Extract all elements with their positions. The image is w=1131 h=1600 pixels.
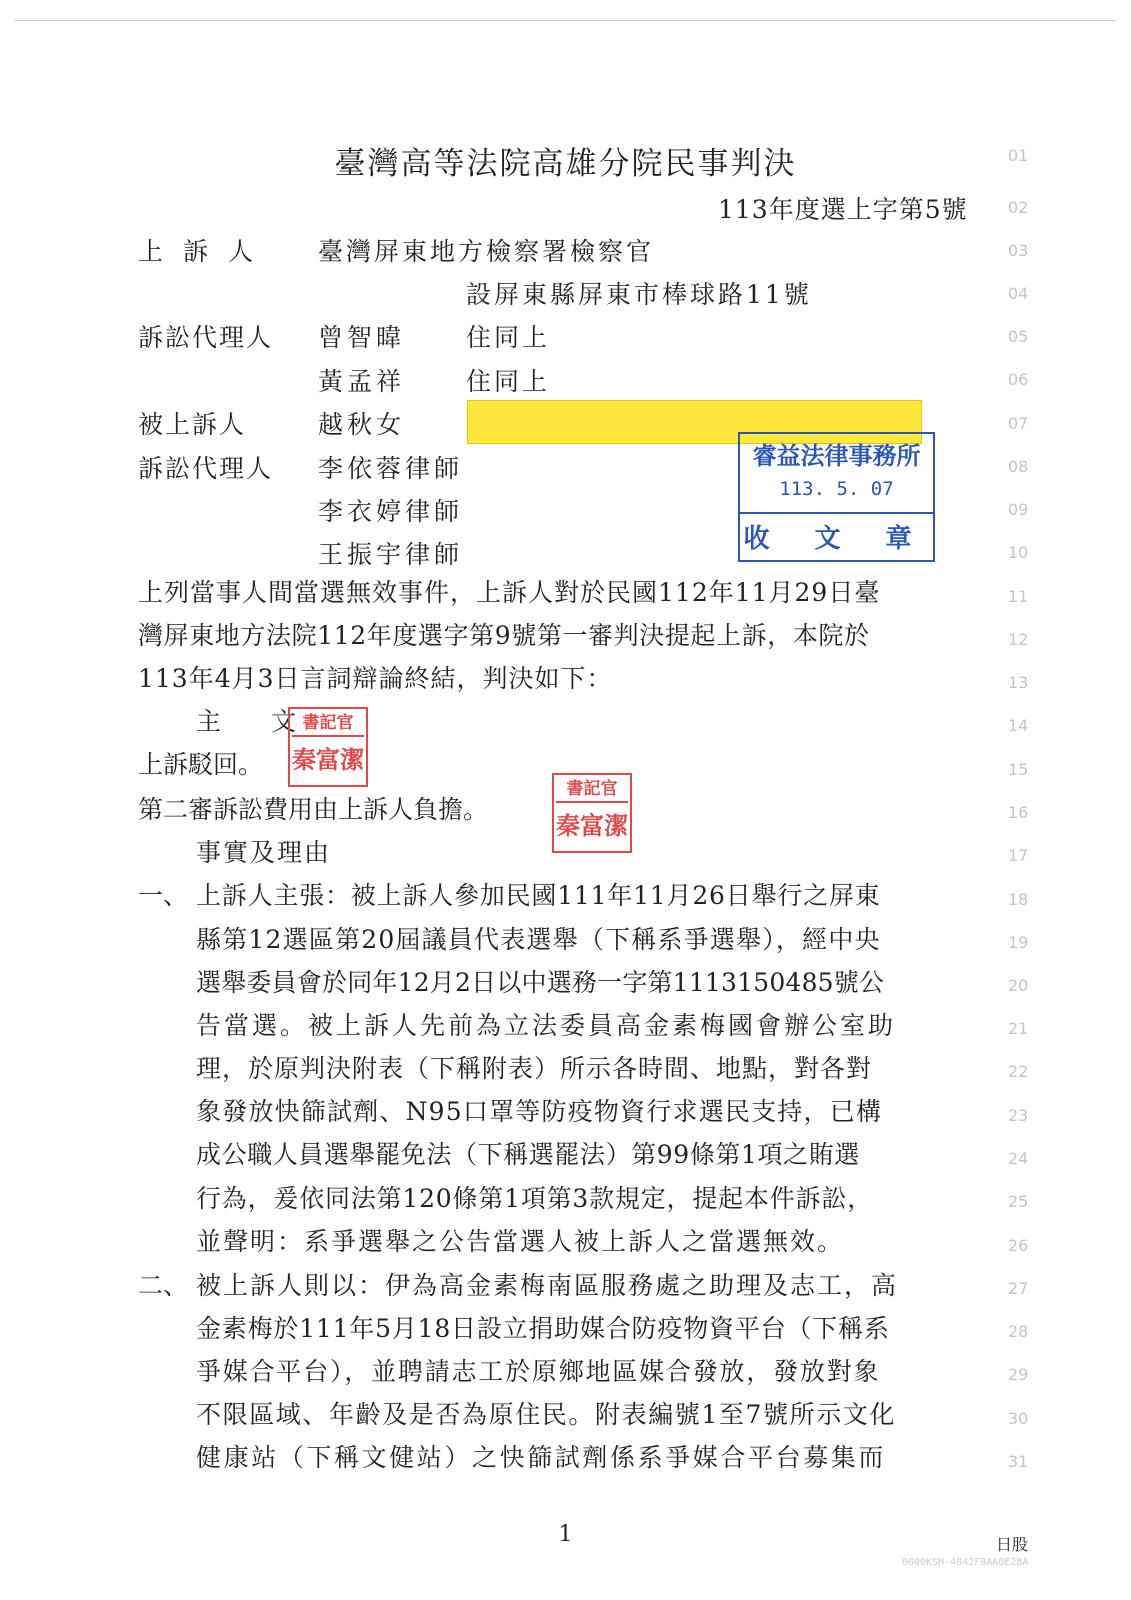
received-stamp-firm: 睿益法律事務所	[752, 442, 921, 470]
appellee-agent-label: 訴訟代理人	[138, 454, 274, 483]
line-number: 15	[1008, 760, 1029, 779]
ruling-1: 上訴駁回。	[138, 750, 264, 779]
appellant-agent-2-address: 住同上	[466, 367, 551, 396]
line-number: 07	[1008, 414, 1029, 433]
appellant-name: 臺灣屏東地方檢察署檢察官	[318, 237, 655, 266]
line-number: 24	[1008, 1149, 1029, 1168]
line-number: 31	[1008, 1452, 1029, 1471]
line-number: 06	[1008, 370, 1029, 389]
line-number: 10	[1008, 543, 1029, 562]
section-2-line-4: 不限區域、年齡及是否為原住民。附表編號1至7號所示文化	[196, 1400, 897, 1429]
clerk-seal-1	[288, 707, 368, 787]
line-number: 27	[1008, 1279, 1029, 1298]
line-number: 05	[1008, 327, 1029, 346]
line-number: 26	[1008, 1236, 1029, 1255]
section-1-line-9: 並聲明：系爭選舉之公告當選人被上訴人之當選無效。	[196, 1227, 845, 1256]
appellant-agent-1: 曾智暐	[318, 323, 406, 352]
line-number: 25	[1008, 1192, 1029, 1211]
line-number: 17	[1008, 846, 1029, 865]
section-1-line-8: 行為，爰依同法第120條第1項第3款規定，提起本件訴訟，	[196, 1184, 873, 1213]
line-number: 23	[1008, 1106, 1029, 1125]
appellant-agent-1-address: 住同上	[466, 323, 551, 352]
line-number: 03	[1008, 241, 1029, 260]
received-stamp-divider	[740, 512, 933, 514]
line-number: 11	[1008, 587, 1029, 606]
section-1-line-7: 成公職人員選舉罷免法（下稱選罷法）第99條第1項之賄選	[196, 1140, 860, 1169]
line-number: 01	[1008, 146, 1029, 165]
section-1-line-2: 縣第12選區第20屆議員代表選舉（下稱系爭選舉），經中央	[196, 925, 881, 954]
ruling-2: 第二審訴訟費用由上訴人負擔。	[138, 795, 489, 824]
section-2-marker: 二、	[138, 1271, 189, 1300]
clerk-seal-title: 書記官	[556, 777, 628, 803]
section-2-line-5: 健康站（下稱文健站）之快篩試劑係系爭媒合平台募集而	[196, 1443, 887, 1472]
appellant-label: 上訴人	[138, 237, 274, 266]
appellant-agent-2: 黃孟祥	[318, 367, 406, 396]
appellee-label: 被上訴人	[138, 410, 247, 439]
appellee-agent-1: 李依蓉律師	[318, 454, 464, 483]
top-border-line	[14, 20, 1117, 21]
section-1-line-5: 理，於原判決附表（下稱附表）所示各時間、地點，對各對	[196, 1054, 873, 1083]
line-number: 30	[1008, 1409, 1029, 1428]
line-number: 19	[1008, 933, 1029, 952]
appellant-agent-label: 訴訟代理人	[138, 323, 274, 352]
clerk-seal-name: 秦富潔	[556, 811, 628, 840]
section-2-line-1: 被上訴人則以：伊為高金素梅南區服務處之助理及志工，高	[196, 1271, 899, 1300]
section-1-line-6: 象發放快篩試劑、N95口罩等防疫物資行求選民支持，已構	[196, 1097, 883, 1126]
appellant-address: 設屏東縣屏東市棒球路11號	[466, 280, 812, 309]
line-number: 12	[1008, 630, 1029, 649]
section-1-line-1: 上訴人主張：被上訴人參加民國111年11月26日舉行之屏東	[196, 881, 881, 910]
section-1-marker: 一、	[138, 881, 189, 910]
main-text-heading: 主 文	[196, 707, 297, 736]
section-2-line-2: 金素梅於111年5月18日設立捐助媒合防疫物資平台（下稱系	[196, 1314, 890, 1343]
facts-heading: 事實及理由	[196, 838, 332, 867]
line-number: 22	[1008, 1062, 1029, 1081]
footer-division-label: 日股	[996, 1535, 1029, 1554]
section-2-line-3: 爭媒合平台），並聘請志工於原鄉地區媒合發放，發放對象	[196, 1357, 881, 1386]
appellee-agent-2: 李衣婷律師	[318, 497, 464, 526]
line-number: 20	[1008, 976, 1029, 995]
intro-line-1: 上列當事人間當選無效事件，上訴人對於民國112年11月29日臺	[138, 578, 881, 607]
received-stamp-label: 收 文 章	[743, 524, 930, 554]
page-number: 1	[558, 1522, 573, 1547]
line-number: 21	[1008, 1019, 1029, 1038]
line-number: 18	[1008, 890, 1029, 909]
section-1-line-4: 告當選。被上訴人先前為立法委員高金素梅國會辦公室助	[196, 1011, 897, 1040]
line-number: 02	[1008, 198, 1029, 217]
line-number: 29	[1008, 1365, 1029, 1384]
clerk-seal-title: 書記官	[292, 711, 364, 737]
line-number: 16	[1008, 803, 1029, 822]
line-number: 13	[1008, 673, 1029, 692]
received-stamp	[738, 432, 935, 562]
document-title: 臺灣高等法院高雄分院民事判決	[334, 146, 797, 182]
line-number: 09	[1008, 500, 1029, 519]
clerk-seal-name: 秦富潔	[292, 745, 364, 774]
clerk-seal-2	[552, 773, 632, 853]
line-number: 04	[1008, 284, 1029, 303]
footer-document-code: 0000KSH-4042F8AA0E28A	[902, 1557, 1029, 1568]
line-number: 08	[1008, 457, 1029, 476]
intro-line-2: 灣屏東地方法院112年度選字第9號第一審判決提起上訴，本院於	[138, 621, 870, 650]
appellee-agent-3: 王振宇律師	[318, 540, 464, 569]
line-number: 14	[1008, 716, 1029, 735]
line-number: 28	[1008, 1322, 1029, 1341]
intro-line-3: 113年4月3日言詞辯論終結，判決如下：	[138, 664, 613, 693]
section-1-line-3: 選舉委員會於同年12月2日以中選務一字第1113150485號公	[196, 968, 885, 997]
received-stamp-date: 113. 5. 07	[779, 478, 894, 500]
case-number: 113年度選上字第5號	[718, 195, 968, 224]
appellee-name: 越秋女	[318, 410, 406, 439]
